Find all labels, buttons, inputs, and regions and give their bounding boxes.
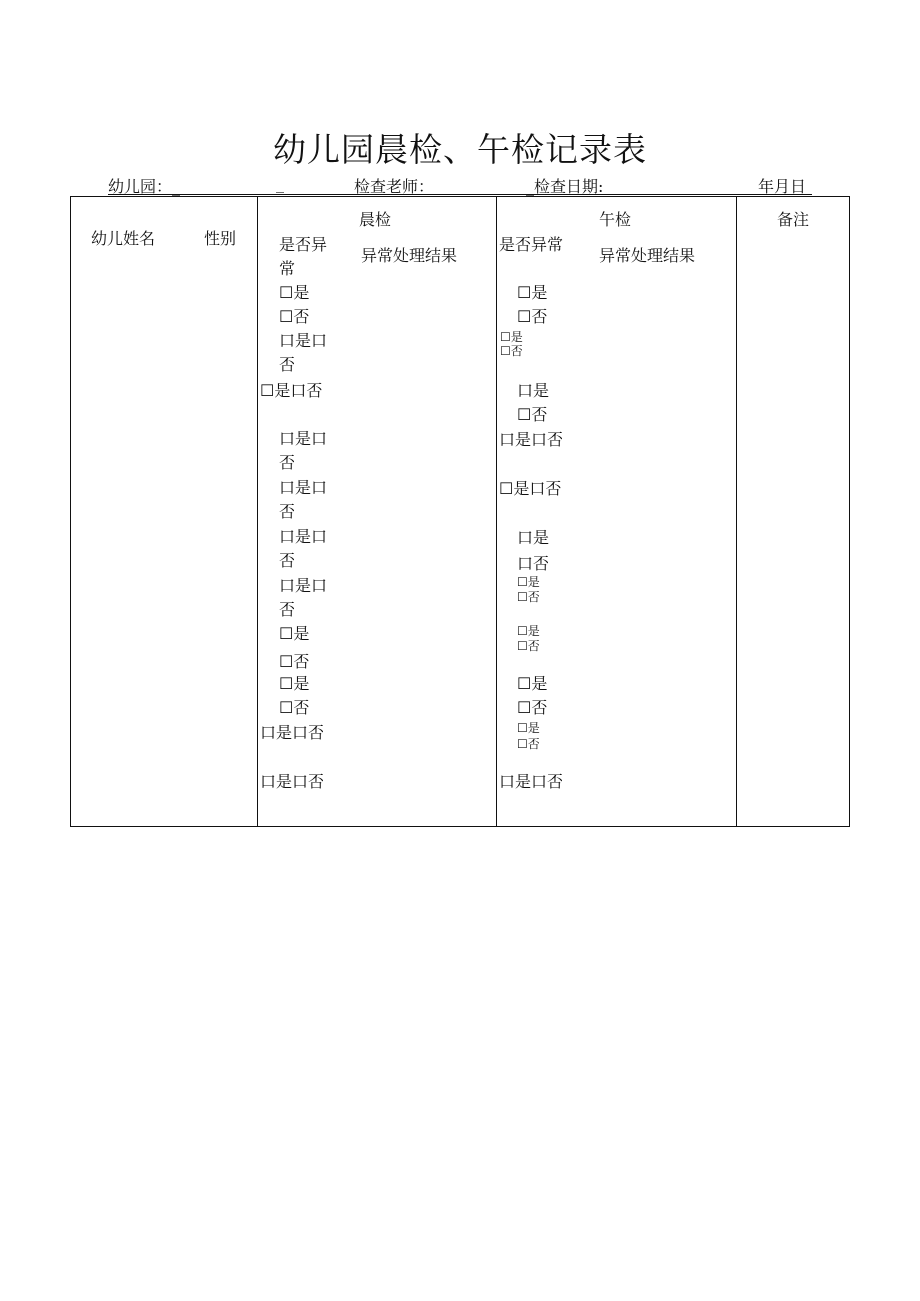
morning-no-6[interactable]: 否 — [279, 551, 296, 570]
page-title: 幼儿园晨检、午检记录表 — [273, 130, 647, 169]
morning-yes-2[interactable]: 口是口 — [279, 331, 328, 350]
header-remarks: 备注 — [777, 210, 810, 229]
morning-yes-9[interactable]: ☐是 — [279, 674, 310, 693]
morning-no-1[interactable]: ☐否 — [279, 307, 310, 326]
noon-yes-no-11[interactable]: 口是口否 — [499, 772, 564, 791]
morning-yes-4[interactable]: 口是口 — [279, 429, 328, 448]
teacher-label: 检查老师： — [354, 177, 435, 196]
noon-no-2-small[interactable]: ☐否 — [500, 344, 523, 358]
noon-no-3[interactable]: ☐否 — [517, 405, 548, 424]
morning-yes-no-10[interactable]: 口是口否 — [260, 723, 325, 742]
noon-result-header: 异常处理结果 — [599, 246, 696, 265]
noon-no-10-small[interactable]: ☐否 — [517, 737, 540, 751]
morning-yes-5[interactable]: 口是口 — [279, 478, 328, 497]
noon-yes-9[interactable]: ☐是 — [517, 674, 548, 693]
header-info-line — [108, 172, 812, 195]
noon-yes-7-small[interactable]: ☐是 — [517, 575, 540, 589]
morning-yes-7[interactable]: 口是口 — [279, 576, 328, 595]
morning-result-header: 异常处理结果 — [361, 246, 458, 265]
header-gender: 性别 — [204, 229, 237, 248]
noon-yes-2-small[interactable]: ☐是 — [500, 330, 523, 344]
morning-yes-no-3[interactable]: ☐是口否 — [260, 381, 323, 400]
morning-no-4[interactable]: 否 — [279, 453, 296, 472]
noon-no-8-small[interactable]: ☐否 — [517, 639, 540, 653]
noon-yes-6[interactable]: 口是 — [517, 528, 550, 547]
morning-no-7[interactable]: 否 — [279, 600, 296, 619]
column-divider-1 — [257, 197, 258, 826]
noon-yes-1[interactable]: ☐是 — [517, 283, 548, 302]
morning-no-9[interactable]: ☐否 — [279, 698, 310, 717]
noon-yes-10-small[interactable]: ☐是 — [517, 721, 540, 735]
noon-no-7-small[interactable]: ☐否 — [517, 590, 540, 604]
ymd-label: 年月日 — [758, 177, 807, 196]
noon-yes-no-5[interactable]: ☐是口否 — [499, 479, 562, 498]
header-underscore: _ — [276, 174, 284, 193]
column-divider-2 — [496, 197, 497, 826]
column-divider-3 — [736, 197, 737, 826]
header-child-name: 幼儿姓名 — [91, 229, 156, 248]
kindergarten-label: 幼儿园：_ — [108, 177, 181, 196]
record-table — [70, 196, 850, 827]
morning-no-8[interactable]: ☐否 — [279, 652, 310, 671]
noon-yes-8-small[interactable]: ☐是 — [517, 624, 540, 638]
morning-no-2[interactable]: 否 — [279, 355, 296, 374]
morning-abnormal-line2: 常 — [279, 259, 296, 278]
morning-yes-6[interactable]: 口是口 — [279, 527, 328, 546]
noon-yes-no-4[interactable]: 口是口否 — [499, 430, 564, 449]
noon-yes-3[interactable]: 口是 — [517, 381, 550, 400]
morning-abnormal-line1: 是否异 — [279, 235, 328, 254]
morning-no-5[interactable]: 否 — [279, 502, 296, 521]
header-morning-check: 晨检 — [359, 210, 392, 229]
noon-abnormal-header: 是否异常 — [499, 235, 564, 254]
header-noon-check: 午检 — [599, 210, 632, 229]
morning-yes-8[interactable]: ☐是 — [279, 624, 310, 643]
morning-yes-no-11[interactable]: 口是口否 — [260, 772, 325, 791]
noon-no-9[interactable]: ☐否 — [517, 698, 548, 717]
noon-no-1[interactable]: ☐否 — [517, 307, 548, 326]
morning-yes-1[interactable]: ☐是 — [279, 283, 310, 302]
noon-no-6[interactable]: 口否 — [517, 554, 550, 573]
date-label: _检查日期: — [526, 177, 604, 196]
